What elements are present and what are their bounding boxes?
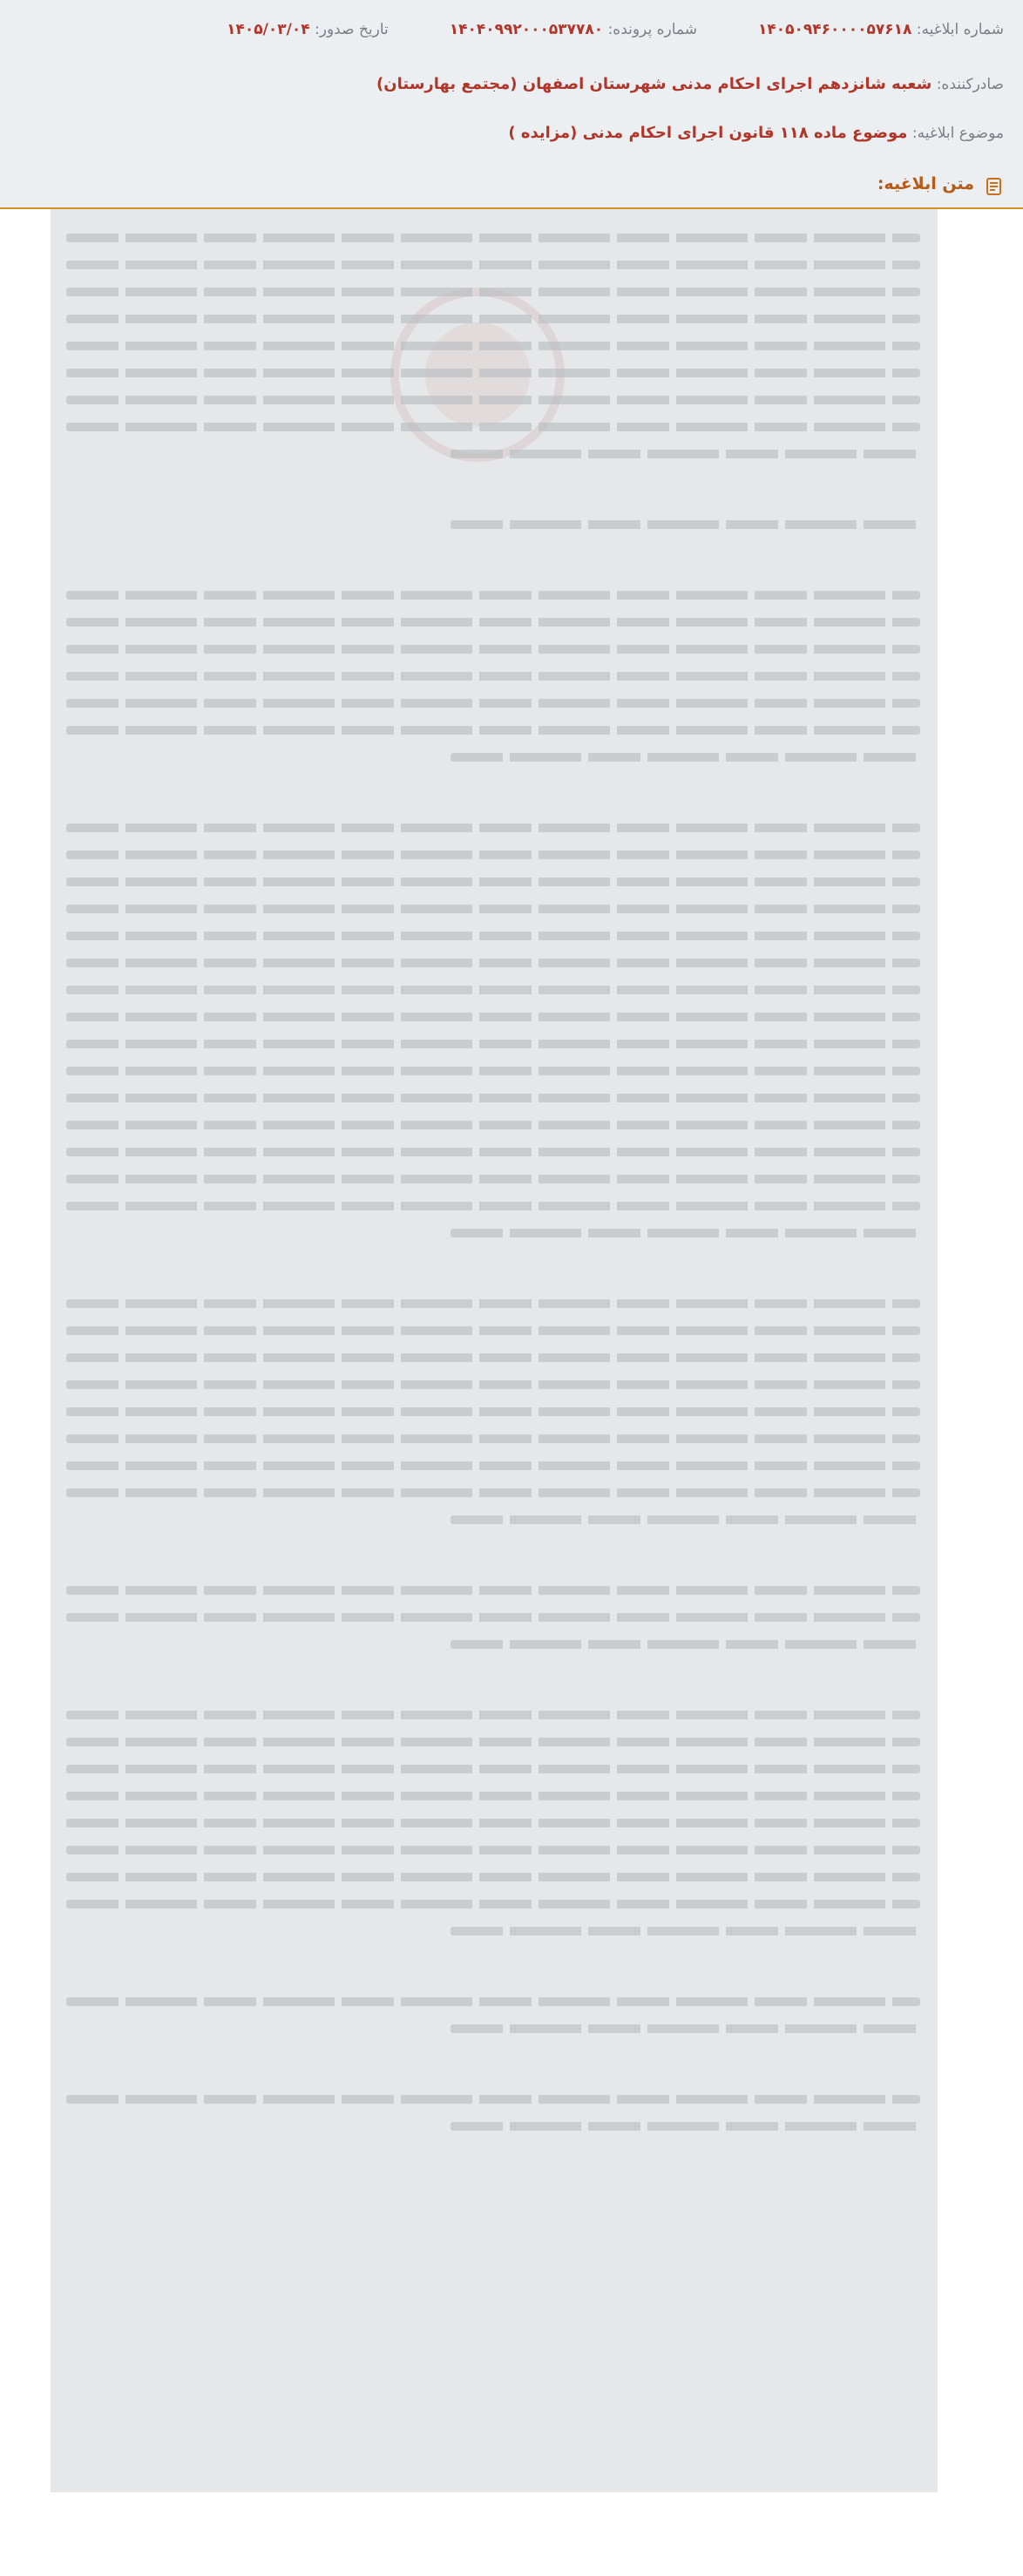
paragraph-placeholder <box>66 1711 920 1954</box>
info-line-issuer <box>19 75 1004 93</box>
notice-paragraph <box>66 1577 920 1658</box>
placeholder-line <box>451 450 920 458</box>
notice-paragraph <box>66 225 920 468</box>
placeholder-line <box>66 1353 920 1362</box>
notice-paragraph <box>66 1291 920 1534</box>
placeholder-line <box>66 1067 920 1075</box>
placeholder-line <box>66 423 920 431</box>
placeholder-line <box>66 1711 920 1719</box>
placeholder-line <box>66 1121 920 1129</box>
placeholder-line <box>66 618 920 627</box>
placeholder-line <box>66 1819 920 1827</box>
placeholder-line <box>66 932 920 940</box>
placeholder-line <box>66 1202 920 1210</box>
paragraph-placeholder <box>66 234 920 477</box>
placeholder-line <box>66 1094 920 1102</box>
notice-info-bar <box>0 0 1023 166</box>
placeholder-line <box>66 878 920 886</box>
placeholder-line <box>66 315 920 323</box>
placeholder-line <box>66 234 920 242</box>
subject-label: موضوع ابلاغیه: <box>911 125 1004 142</box>
notice-paragraph <box>66 1989 920 2043</box>
notice-body-panel <box>51 209 938 2492</box>
subject-value: موضوع ماده ۱۱۸ قانون اجرای احکام مدنی (مزایده ) <box>508 124 908 142</box>
placeholder-line <box>66 645 920 654</box>
notice-number-value: ۱۴۰۵۰۹۴۶۰۰۰۰۵۷۶۱۸ <box>757 21 912 38</box>
placeholder-line <box>451 520 920 529</box>
notice-text-heading <box>0 166 1023 209</box>
placeholder-line <box>66 959 920 967</box>
paragraph-placeholder <box>66 824 920 1256</box>
paragraph-placeholder <box>66 591 920 780</box>
placeholder-line <box>451 1640 920 1649</box>
placeholder-line <box>66 824 920 832</box>
notice-paragraph <box>66 512 920 539</box>
placeholder-line <box>66 1013 920 1021</box>
placeholder-line <box>66 396 920 404</box>
placeholder-line <box>66 1434 920 1443</box>
placeholder-line <box>66 288 920 296</box>
placeholder-line <box>66 1407 920 1416</box>
placeholder-line <box>66 1738 920 1746</box>
placeholder-line <box>451 2122 920 2131</box>
placeholder-line <box>66 1873 920 1881</box>
placeholder-line <box>66 1380 920 1389</box>
paragraph-placeholder <box>66 1997 920 2051</box>
paragraph-placeholder <box>66 1299 920 1542</box>
placeholder-line <box>66 1997 920 2006</box>
issuer-label: صادرکننده: <box>936 76 1004 93</box>
notice-paragraph <box>66 815 920 1247</box>
notice-paragraph <box>66 1702 920 1945</box>
placeholder-line <box>66 1488 920 1497</box>
placeholder-line <box>66 1326 920 1335</box>
placeholder-line <box>66 2095 920 2104</box>
placeholder-line <box>451 2024 920 2033</box>
placeholder-line <box>66 1299 920 1308</box>
notice-number-label: شماره ابلاغیه: <box>916 21 1004 38</box>
placeholder-line <box>66 699 920 708</box>
placeholder-line <box>66 1846 920 1854</box>
section-title: متن ابلاغیه: <box>877 174 974 193</box>
placeholder-line <box>66 1040 920 1048</box>
placeholder-line <box>451 1927 920 1935</box>
placeholder-line <box>66 986 920 994</box>
placeholder-line <box>66 1900 920 1908</box>
placeholder-line <box>66 905 920 913</box>
placeholder-line <box>451 1229 920 1237</box>
paragraph-placeholder <box>66 1586 920 1667</box>
issue-date <box>227 21 389 38</box>
notice-paragraph <box>66 582 920 771</box>
info-line-numbers <box>19 21 1004 38</box>
notice-number <box>758 21 1004 38</box>
notice-paragraph <box>66 2086 920 2140</box>
paragraph-placeholder <box>66 520 920 547</box>
placeholder-line <box>66 672 920 681</box>
placeholder-line <box>66 342 920 350</box>
placeholder-line <box>66 1175 920 1183</box>
placeholder-line <box>66 369 920 377</box>
placeholder-line <box>66 261 920 269</box>
issue-date-label: تاریخ صدور: <box>315 21 389 38</box>
placeholder-line <box>66 1461 920 1470</box>
placeholder-line <box>66 1792 920 1800</box>
placeholder-line <box>451 753 920 762</box>
placeholder-line <box>66 1586 920 1595</box>
placeholder-line <box>66 1613 920 1622</box>
issuer-value: شعبه شانزدهم اجرای احکام مدنی شهرستان اصفهان (مجتمع بهارستان) <box>376 75 932 93</box>
placeholder-line <box>66 726 920 735</box>
placeholder-line <box>66 1148 920 1156</box>
case-number-value: ۱۴۰۴۰۹۹۲۰۰۰۵۳۷۷۸۰ <box>449 21 604 38</box>
info-line-subject <box>19 124 1004 142</box>
paragraph-placeholder <box>66 2095 920 2149</box>
case-number <box>450 21 697 38</box>
placeholder-line <box>66 591 920 600</box>
case-number-label: شماره پرونده: <box>607 21 697 38</box>
document-icon <box>985 177 1004 196</box>
placeholder-line <box>66 1765 920 1773</box>
placeholder-line <box>451 1515 920 1524</box>
placeholder-line <box>66 851 920 859</box>
issue-date-value: ۱۴۰۵/۰۳/۰۴ <box>227 21 310 38</box>
